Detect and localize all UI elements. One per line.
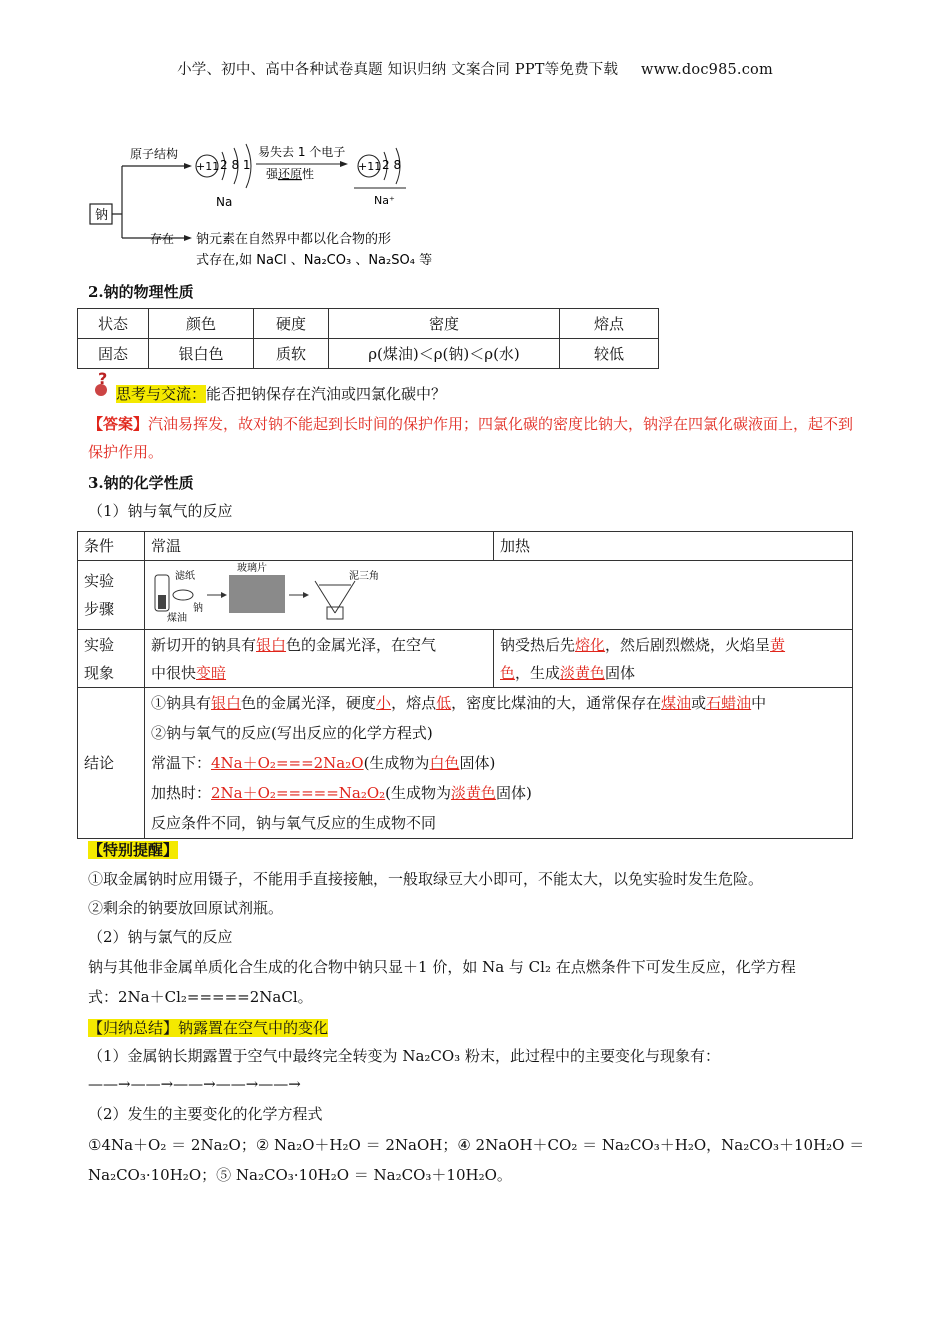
branch-arrow-2 bbox=[184, 235, 192, 241]
step-label-cell bbox=[78, 561, 145, 630]
phen-heat-8: 固体 bbox=[605, 663, 636, 682]
phen-label-cell bbox=[78, 630, 145, 688]
steps-image-cell bbox=[145, 561, 853, 630]
phen-normal-5: 变暗 bbox=[196, 663, 227, 682]
answer-tag: 【答案】 bbox=[88, 415, 149, 433]
summary-line-4: ①4Na＋O₂ ＝ 2Na₂O；② Na₂O＋H₂O ＝ 2NaOH；④ 2NaOH＋CO₂ ＝ Na₂CO₃＋H₂O，Na₂CO₃＋10H₂O ＝ bbox=[88, 1136, 865, 1154]
th-hardness: 硬度 bbox=[254, 309, 329, 339]
img-label-filter: 滤纸 bbox=[175, 571, 195, 582]
sodium-structure-diagram bbox=[88, 138, 468, 273]
na-nucleus-label: +11 bbox=[196, 160, 220, 173]
td-state: 固态 bbox=[78, 339, 149, 369]
kerosene-fill bbox=[158, 595, 166, 609]
svg-text:?: ? bbox=[98, 370, 108, 388]
phen-normal-4: 中很快 bbox=[151, 663, 197, 682]
td-color: 银白色 bbox=[149, 339, 254, 369]
phen-normal-cell bbox=[145, 630, 494, 688]
section3-title: 3.钠的化学性质 bbox=[88, 474, 194, 492]
img-label-triangle: 泥三角 bbox=[349, 571, 379, 582]
glass-plate-photo bbox=[229, 575, 285, 613]
arrow-bottom-text: 强还原性 bbox=[266, 167, 315, 181]
th-condition: 条件 bbox=[78, 532, 145, 561]
concl-line-5: 反应条件不同，钠与氧气反应的生成物不同 bbox=[151, 814, 437, 832]
diagram-root: 钠 bbox=[95, 208, 109, 223]
oxygen-reaction-table bbox=[77, 531, 853, 839]
phen-normal-3: 色的金属光泽，在空气 bbox=[286, 635, 437, 654]
think-icon bbox=[90, 370, 116, 398]
phen-normal-2: 银白 bbox=[256, 635, 287, 654]
cl-line-1: 钠与其他非金属单质化合生成的化合物中钠只显＋1 价，如 Na 与 Cl₂ 在点燃条件下可发生反应，化学方程 bbox=[88, 958, 796, 976]
tip-line-1: ①取金属钠时应用镊子，不能用手直接接触，一般取绿豆大小即可，不能太大，以免实验时发生危险。 bbox=[88, 870, 764, 888]
cl-line-2: 式：2Na＋Cl₂=====2NaCl。 bbox=[88, 988, 313, 1006]
phen-heat-7: 淡黄色 bbox=[560, 663, 606, 682]
td-hardness: 质软 bbox=[254, 339, 329, 369]
tip-line-2: ②剩余的钠要放回原试剂瓶。 bbox=[88, 899, 284, 917]
section3-sub1: （1）钠与氧气的反应 bbox=[88, 502, 233, 520]
arrow-top-text: 易失去 1 个电子 bbox=[258, 145, 346, 159]
summary-title-text: 【归纳总结】钠露置在空气中的变化 bbox=[88, 1019, 329, 1037]
phen-normal-1: 新切开的钠具有 bbox=[151, 635, 257, 654]
th-melting: 熔点 bbox=[560, 309, 659, 339]
phen-heat-4: 黄 bbox=[770, 635, 786, 654]
phen-label-1: 实验 bbox=[84, 635, 115, 654]
step-label-2: 步骤 bbox=[84, 600, 115, 618]
answer-block bbox=[88, 410, 868, 466]
phen-heat-cell bbox=[494, 630, 853, 688]
think-line bbox=[116, 383, 446, 405]
img-label-na: 钠 bbox=[193, 603, 203, 614]
img-label-kerosene: 煤油 bbox=[167, 613, 187, 624]
summary-title bbox=[88, 1017, 328, 1039]
concl-label: 结论 bbox=[78, 688, 145, 839]
td-melting: 较低 bbox=[560, 339, 659, 369]
answer-text: 汽油易挥发，故对钠不能起到长时间的保护作用；四氯化碳的密度比钠大，钠浮在四氯化碳液面上，起不到保护作用。 bbox=[88, 415, 854, 461]
th-density: 密度 bbox=[329, 309, 560, 339]
th-state: 状态 bbox=[78, 309, 149, 339]
td-density: ρ(煤油)＜ρ(钠)＜ρ(水) bbox=[329, 339, 560, 369]
th-heat: 加热 bbox=[494, 532, 853, 561]
cl-sub2: （2）钠与氯气的反应 bbox=[88, 928, 233, 946]
exist-line-1: 钠元素在自然界中都以化合物的形 bbox=[196, 232, 392, 247]
section2-title: 2.钠的物理性质 bbox=[88, 283, 194, 301]
triangle-stand-icon bbox=[315, 581, 355, 613]
na-label: Na bbox=[216, 195, 233, 209]
step-label-1: 实验 bbox=[84, 572, 115, 590]
th-normal: 常温 bbox=[145, 532, 494, 561]
phen-label-2: 现象 bbox=[84, 663, 115, 682]
na-shell-numbers: 2 8 1 bbox=[220, 158, 251, 172]
phen-heat-3: ，然后剧烈燃烧，火焰呈 bbox=[605, 635, 771, 654]
branch-lines bbox=[112, 166, 184, 238]
phen-heat-2: 熔化 bbox=[575, 635, 606, 654]
branch2-label: 存在 bbox=[150, 232, 175, 246]
reaction-arrowhead bbox=[340, 161, 348, 167]
header-site: www.doc985.com bbox=[640, 62, 773, 78]
think-label: 思考与交流： bbox=[116, 385, 207, 403]
header-text: 小学、初中、高中各种试卷真题 知识归纳 文案合同 PPT等免费下载 bbox=[177, 62, 619, 78]
phen-heat-6: ，生成 bbox=[515, 663, 561, 682]
conclusion-cell bbox=[145, 688, 853, 839]
ion-label: Na⁺ bbox=[374, 194, 395, 207]
exist-line-2: 式存在,如 NaCl 、Na₂CO₃ 、Na₂SO₄ 等 bbox=[196, 253, 433, 268]
phen-heat-5: 色 bbox=[500, 663, 516, 682]
concl-line-3: 常温下：4Na＋O₂===2Na₂O(生成物为白色固体) bbox=[151, 754, 496, 772]
img-label-glass: 玻璃片 bbox=[237, 563, 267, 574]
filter-paper-icon bbox=[173, 590, 193, 600]
concl-line-4: 加热时：2Na＋O₂=====Na₂O₂(生成物为淡黄色固体) bbox=[151, 784, 532, 802]
summary-line-2: ——→——→——→——→——→ bbox=[88, 1075, 301, 1093]
tip-title-text: 【特别提醒】 bbox=[88, 841, 179, 859]
summary-line-3: （2）发生的主要变化的化学方程式 bbox=[88, 1105, 323, 1123]
page-header bbox=[0, 58, 950, 79]
think-question: 能否把钠保存在汽油或四氯化碳中？ bbox=[206, 385, 447, 403]
ion-nucleus-label: +11 bbox=[358, 160, 382, 173]
step-arrowhead-2 bbox=[303, 592, 309, 598]
step-arrowhead-1 bbox=[221, 592, 227, 598]
physical-properties-table bbox=[77, 308, 659, 369]
concl-line-2: ②钠与氧气的反应(写出反应的化学方程式) bbox=[151, 724, 433, 742]
branch-arrow-1 bbox=[184, 163, 192, 169]
branch1-label: 原子结构 bbox=[130, 147, 179, 161]
steps-illustration bbox=[149, 561, 429, 629]
phen-heat-1: 钠受热后先 bbox=[500, 635, 576, 654]
concl-line-1: ①钠具有银白色的金属光泽，硬度小，熔点低，密度比煤油的大，通常保存在煤油或石蜡油中 bbox=[151, 694, 767, 712]
th-color: 颜色 bbox=[149, 309, 254, 339]
summary-line-5: Na₂CO₃·10H₂O；⑤ Na₂CO₃·10H₂O ＝ Na₂CO₃＋10H₂O。 bbox=[88, 1166, 512, 1184]
summary-line-1: （1）金属钠长期露置于空气中最终完全转变为 Na₂CO₃ 粉末，此过程中的主要变化与现象有： bbox=[88, 1047, 720, 1065]
ion-shell-numbers: 2 8 bbox=[382, 158, 402, 172]
tip-title bbox=[88, 839, 178, 861]
